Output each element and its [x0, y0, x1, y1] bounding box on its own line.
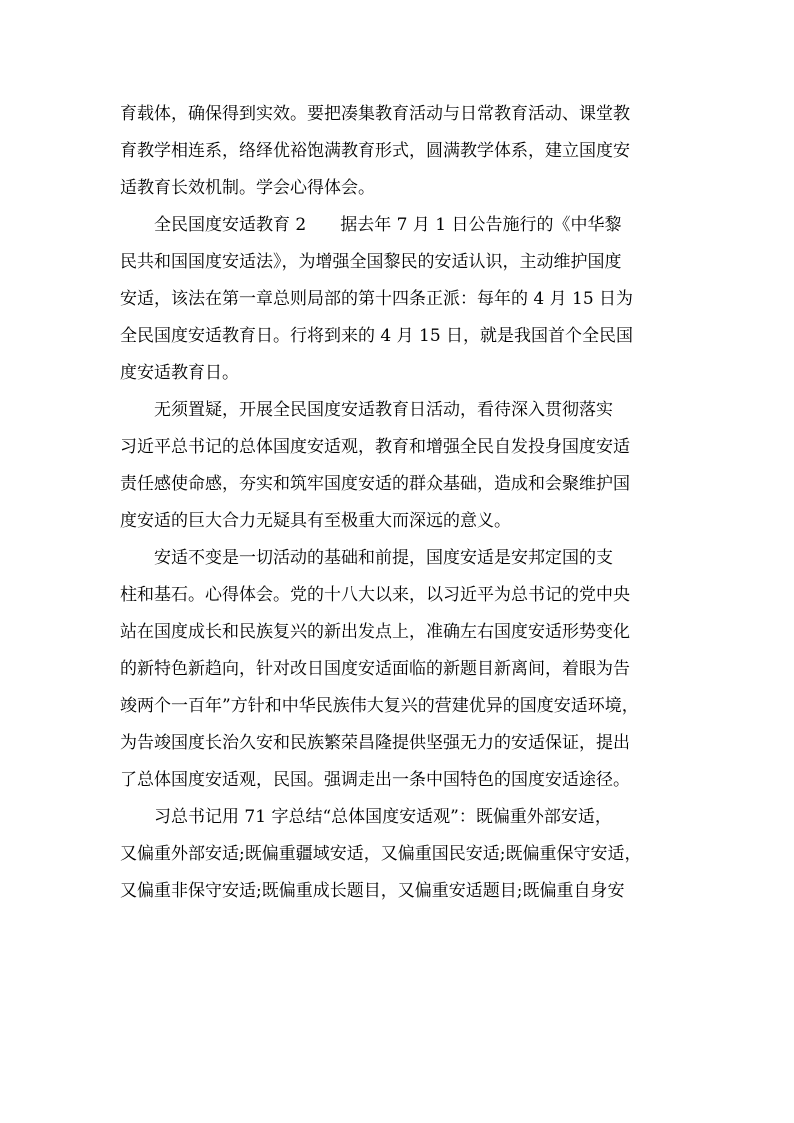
text-line: 为告竣国度长治久安和民族繁荣昌隆提供坚强无力的安适保证，提出 [120, 733, 630, 753]
text-line: 又偏重外部安适;既偏重疆域安适，又偏重国民安适;既偏重保守安适， [120, 844, 642, 864]
document-body [120, 96, 680, 910]
paragraph-2 [120, 207, 680, 392]
text-line: 又偏重非保守安适;既偏重成长题目，又偏重安适题目;既偏重自身安 [120, 881, 625, 901]
text-line: 无须置疑，开展全民国度安适教育日活动，看待深入贯彻落实 [120, 400, 613, 420]
text-line: 的新特色新趋向，针对改日国度安适面临的新题目新离间，着眼为告 [120, 659, 630, 679]
text-line: 站在国度成长和民族复兴的新出发点上，准确左右国度安适形势变化 [120, 622, 630, 642]
text-line: 竣两个一百年”方针和中华民族伟大复兴的营建优异的国度安适环境， [120, 696, 639, 716]
text-line: 适教育长效机制。学会心得体会。 [120, 178, 375, 198]
paragraph-1 [120, 96, 680, 207]
text-line: 度安适的巨大合力无疑具有至极重大而深远的意义。 [120, 511, 511, 531]
paragraph-5 [120, 799, 680, 910]
text-line: 了总体国度安适观，民国。强调走出一条中国特色的国度安适途径。 [120, 770, 630, 790]
text-line: 育教学相连系，络绎优裕饱满教育形式，圆满教学体系，建立国度安 [120, 141, 630, 161]
text-line: 习近平总书记的总体国度安适观，教育和增强全民自发投身国度安适 [120, 437, 630, 457]
text-line: 民共和国国度安适法》，为增强全国黎民的安适认识，主动维护国度 [120, 252, 622, 272]
text-line: 习总书记用 71 字总结“总体国度安适观”：既偏重外部安适， [120, 807, 612, 827]
text-line: 全民国度安适教育日。行将到来的 4 月 15 日，就是我国首个全民国 [120, 326, 634, 346]
text-line: 全民国度安适教育 2 据去年 7 月 1 日公告施行的《中华黎 [120, 215, 622, 235]
text-line: 安适不变是一切活动的基础和前提，国度安适是安邦定国的支 [120, 548, 613, 568]
paragraph-3 [120, 392, 680, 540]
text-line: 安适，该法在第一章总则局部的第十四条正派：每年的 4 月 15 日为 [120, 289, 634, 309]
text-line: 责任感使命感，夯实和筑牢国度安适的群众基础，造成和会聚维护国 [120, 474, 630, 494]
text-line: 柱和基石。心得体会。党的十八大以来，以习近平为总书记的党中央 [120, 585, 630, 605]
paragraph-4 [120, 540, 680, 799]
text-line: 度安适教育日。 [120, 363, 239, 383]
text-line: 育载体，确保得到实效。要把凑集教育活动与日常教育活动、课堂教 [120, 104, 630, 124]
